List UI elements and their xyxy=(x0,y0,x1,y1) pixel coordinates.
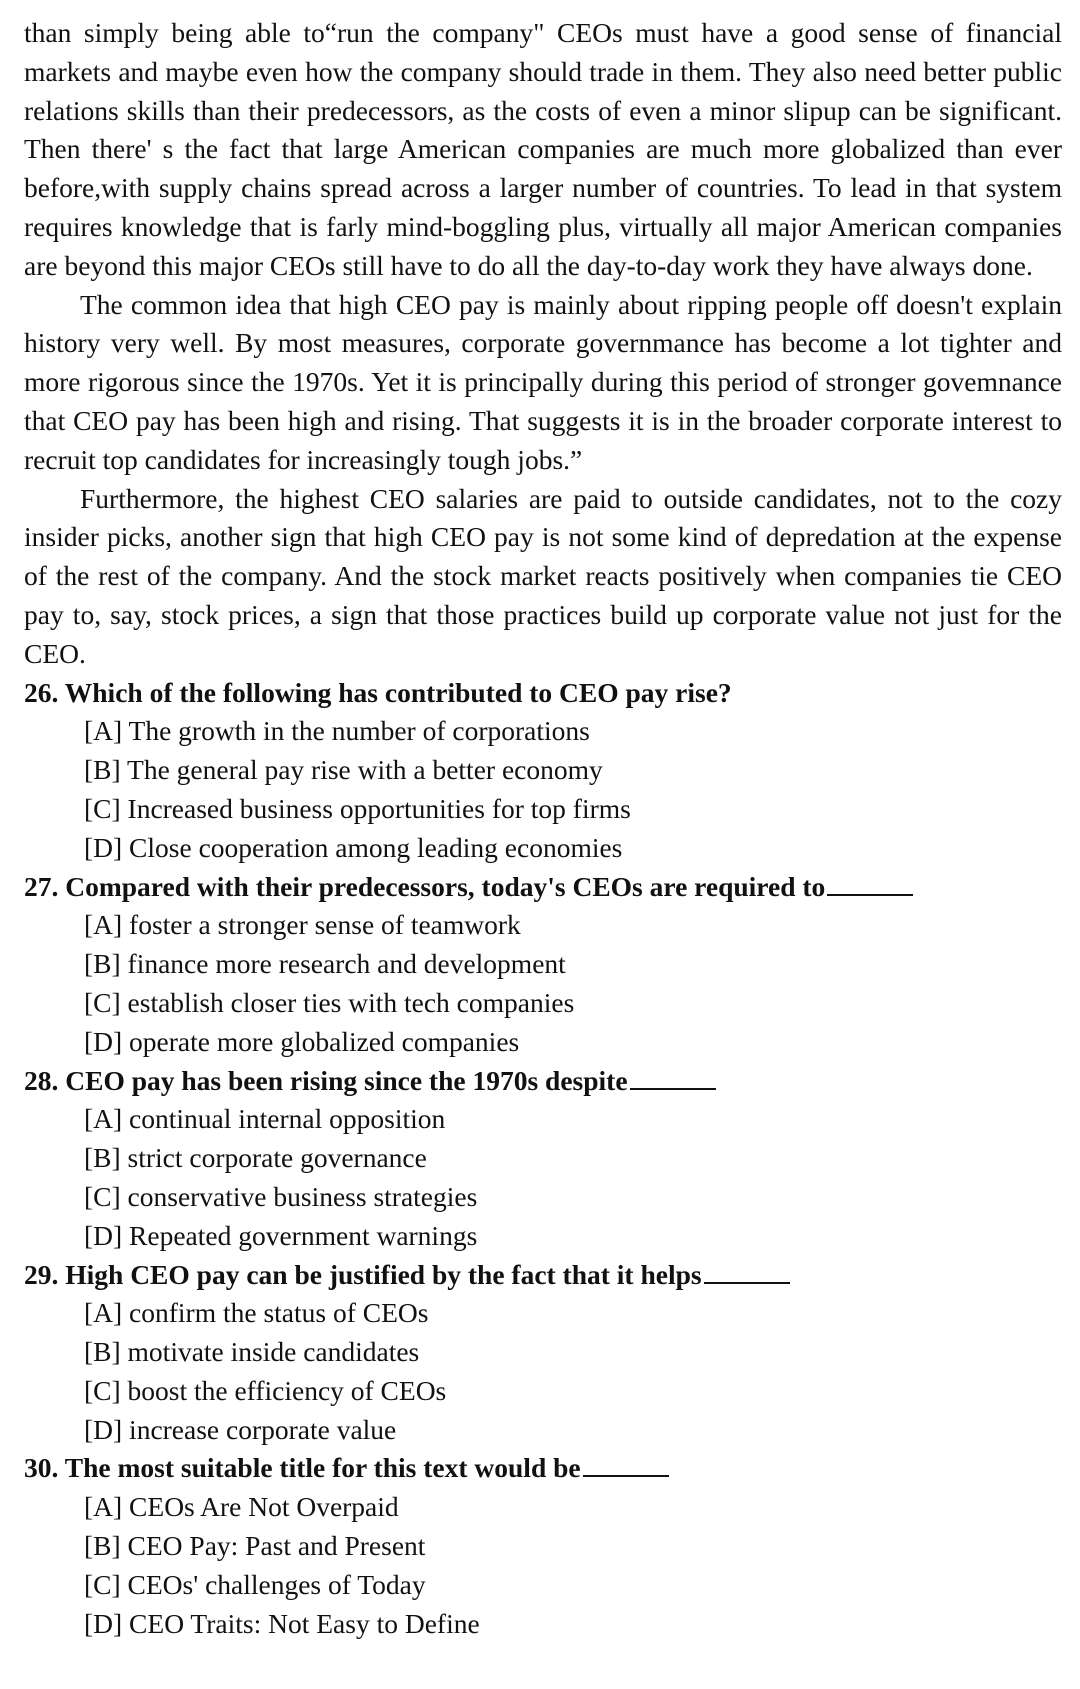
question-29 xyxy=(24,1256,1062,1450)
passage-paragraph: than simply being able to“run the company" CEOs must have a good sense of financial markets and maybe even how the company should trade in them. They also need better public relations skills than their predecessors, as the costs of even a minor slipup can be significant. Then there' s the fact that large American companies are much more globalized than ever before,with supply chains spread across a larger number of countries. To lead in that system requires knowledge that is farly mind-boggling plus, virtually all major American companies are beyond this major CEOs still have to do all the day-to-day work they have always done. xyxy=(24,17,1062,281)
option-c[interactable]: [C] boost the efficiency of CEOs xyxy=(84,1374,447,1406)
question-stem-text: 26. Which of the following has contributed to CEO pay rise? xyxy=(24,676,732,708)
option-d[interactable]: [D] Repeated government warnings xyxy=(84,1219,478,1251)
answer-blank xyxy=(704,1260,790,1284)
questions xyxy=(24,674,1062,1644)
option-d[interactable]: [D] increase corporate value xyxy=(84,1413,397,1445)
question-stem xyxy=(24,674,1062,713)
answer-blank xyxy=(583,1453,669,1477)
option-d[interactable]: [D] operate more globalized companies xyxy=(84,1025,520,1057)
passage-paragraph: The common idea that high CEO pay is mainly about ripping people off doesn't explain history very well. By most measures, corporate governmance has become a lot tighter and more rigorous since the 1970s. Yet it is principally during this period of stronger govemnance that CEO pay has been high and rising. That suggests it is in the broader corporate interest to recruit top candidates for increasingly tough jobs.” xyxy=(24,288,1062,475)
option-b[interactable]: [B] strict corporate governance xyxy=(84,1142,427,1174)
option-a[interactable]: [A] confirm the status of CEOs xyxy=(84,1297,429,1329)
question-30 xyxy=(24,1449,1062,1643)
question-28 xyxy=(24,1062,1062,1256)
question-stem xyxy=(24,1256,1062,1295)
question-stem-text: 28. CEO pay has been rising since the 1970s despite xyxy=(24,1064,628,1096)
question-stem xyxy=(24,1449,1062,1488)
option-b[interactable]: [B] The general pay rise with a better economy xyxy=(84,754,603,786)
question-stem-text: 30. The most suitable title for this text would be xyxy=(24,1452,581,1484)
option-a[interactable]: [A] The growth in the number of corporations xyxy=(84,715,590,747)
option-c[interactable]: [C] conservative business strategies xyxy=(84,1180,478,1212)
option-c[interactable]: [C] establish closer ties with tech companies xyxy=(84,986,575,1018)
question-stem xyxy=(24,868,1062,907)
question-27 xyxy=(24,868,1062,1062)
option-c[interactable]: [C] Increased business opportunities for top firms xyxy=(84,792,631,824)
option-c[interactable]: [C] CEOs' challenges of Today xyxy=(84,1568,426,1600)
option-b[interactable]: [B] motivate inside candidates xyxy=(84,1336,420,1368)
option-a[interactable]: [A] CEOs Are Not Overpaid xyxy=(84,1491,399,1523)
question-stem-text: 27. Compared with their predecessors, today's CEOs are required to xyxy=(24,870,826,902)
option-d[interactable]: [D] CEO Traits: Not Easy to Define xyxy=(84,1607,480,1639)
passage xyxy=(24,14,1062,674)
answer-blank xyxy=(827,872,913,896)
passage-paragraph: Furthermore, the highest CEO salaries are paid to outside candidates, not to the cozy insider picks, another sign that high CEO pay is not some kind of depredation at the expense of the rest of the company. And the stock market reacts positively when companies tie CEO pay to, say, stock prices, a sign that those practices build up corporate value not just for the CEO. xyxy=(24,482,1062,669)
option-b[interactable]: [B] CEO Pay: Past and Present xyxy=(84,1530,426,1562)
answer-blank xyxy=(630,1066,716,1090)
option-a[interactable]: [A] foster a stronger sense of teamwork xyxy=(84,909,521,941)
option-d[interactable]: [D] Close cooperation among leading economies xyxy=(84,831,623,863)
option-a[interactable]: [A] continual internal opposition xyxy=(84,1103,446,1135)
option-b[interactable]: [B] finance more research and development xyxy=(84,948,566,980)
question-stem-text: 29. High CEO pay can be justified by the fact that it helps xyxy=(24,1258,702,1290)
question-stem xyxy=(24,1062,1062,1101)
question-26 xyxy=(24,674,1062,868)
